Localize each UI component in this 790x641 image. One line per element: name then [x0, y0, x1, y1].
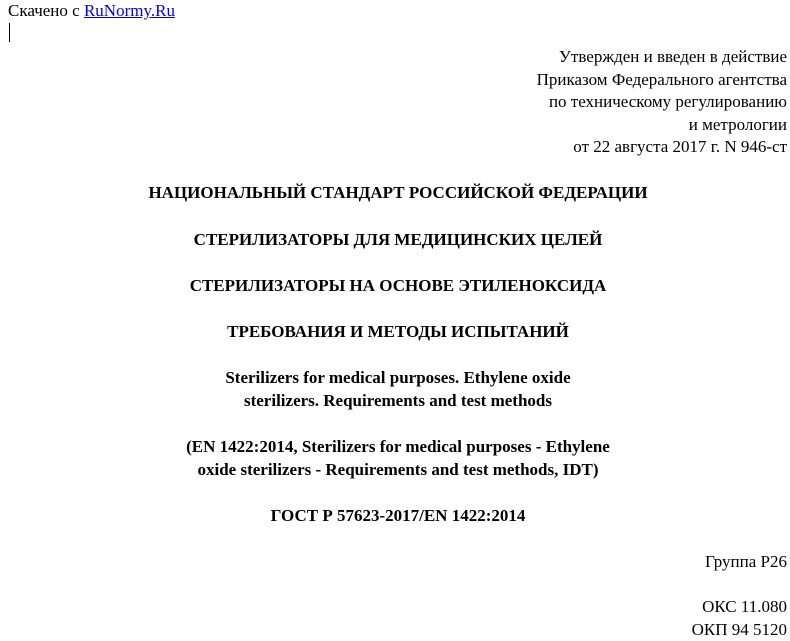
approval-line-5: от 22 августа 2017 г. N 946-ст — [573, 137, 787, 156]
approval-line-4: и метрологии — [688, 114, 787, 134]
gost-designation: ГОСТ Р 57623-2017/EN 1422:2014 — [270, 506, 526, 525]
downloaded-prefix: Скачено с — [8, 1, 84, 20]
english-title-line-1: Sterilizers for medical purposes. Ethylene oxide — [225, 368, 571, 387]
text-cursor — [9, 23, 10, 42]
standard-title-line-2: СТЕРИЛИЗАТОРЫ НА ОСНОВЕ ЭТИЛЕНОКСИДА — [189, 276, 607, 295]
approval-line-2: Приказом Федерального агентства — [536, 69, 787, 89]
standard-title-line-3: ТРЕБОВАНИЯ И МЕТОДЫ ИСПЫТАНИЙ — [227, 322, 569, 341]
runormy-link[interactable]: RuNormy.Ru — [83, 1, 175, 20]
international-reference — [0, 435, 790, 481]
approval-line-1: Утвержден и введен в действие — [558, 47, 787, 66]
downloaded-from-notice — [8, 1, 175, 21]
english-title-line-2: sterilizers. Requirements and test methods — [243, 391, 552, 410]
standard-title-line-1: СТЕРИЛИЗАТОРЫ ДЛЯ МЕДИЦИНСКИХ ЦЕЛЕЙ — [193, 230, 603, 249]
approval-line-3: по техническому регулированию — [548, 92, 787, 111]
oks-code: ОКС 11.080 — [702, 597, 787, 616]
group-code: Группа Р26 — [705, 552, 787, 571]
national-standard-heading: НАЦИОНАЛЬНЫЙ СТАНДАРТ РОССИЙСКОЙ ФЕДЕРАЦИИ — [148, 183, 648, 202]
reference-line-1: (EN 1422:2014, Sterilizers for medical purposes - Ethylene — [186, 437, 610, 456]
english-title — [0, 366, 790, 412]
okp-code: ОКП 94 5120 — [691, 620, 787, 639]
approval-block — [367, 46, 787, 159]
reference-line-2: oxide sterilizers - Requirements and test methods, IDT) — [197, 460, 599, 479]
